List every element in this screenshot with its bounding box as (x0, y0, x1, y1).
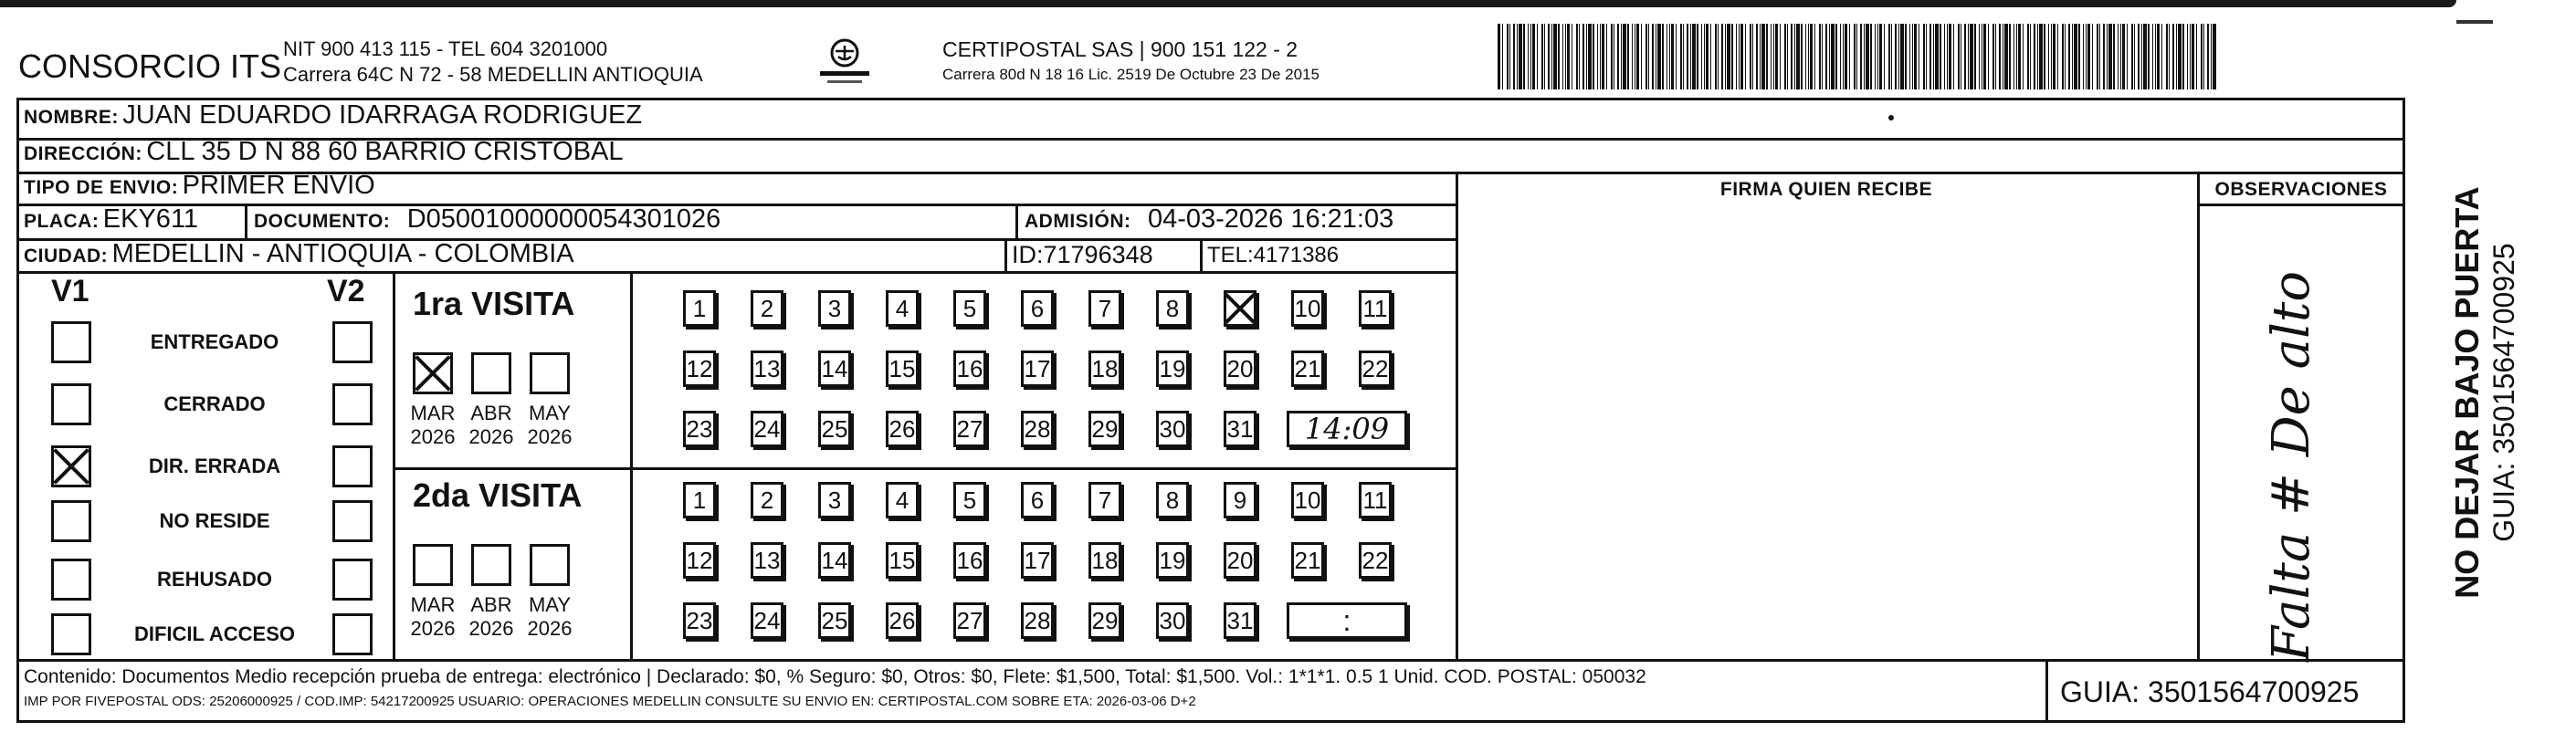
first-visit-title: 1ra VISITA (413, 285, 575, 322)
day-box[interactable]: 7 (1088, 482, 1121, 518)
month-checkbox[interactable] (471, 544, 511, 586)
day-box[interactable]: 19 (1156, 350, 1189, 387)
day-box[interactable]: 15 (886, 542, 919, 579)
v2-checkbox[interactable] (332, 321, 373, 363)
v1-label: V1 (51, 274, 89, 308)
top-border (0, 0, 2456, 7)
day-box[interactable]: 6 (1021, 482, 1054, 518)
day-box[interactable]: 16 (953, 542, 986, 579)
month-checkbox[interactable] (471, 352, 511, 394)
day-box[interactable]: 16 (953, 350, 986, 387)
status-label: NO RESIDE (159, 509, 270, 532)
day-box[interactable]: 13 (751, 350, 783, 387)
day-box[interactable]: 17 (1021, 350, 1054, 387)
tel-value: TEL:4171386 (1207, 243, 1340, 267)
day-box[interactable]: 1 (683, 482, 716, 518)
day-box[interactable]: 25 (818, 411, 851, 447)
nombre-row (24, 100, 642, 131)
day-box[interactable]: 14 (818, 542, 851, 579)
placa-value: EKY611 (102, 204, 199, 234)
day-box[interactable]: 20 (1224, 350, 1256, 387)
day-box[interactable] (1224, 290, 1256, 327)
placa-label: PLACA: (24, 211, 100, 232)
month-label: ABR 2026 (468, 593, 514, 640)
day-box[interactable]: 15 (886, 350, 919, 387)
col-line (1456, 172, 1458, 659)
day-box[interactable]: 7 (1088, 290, 1121, 327)
certipostal-address: Carrera 80d N 18 16 Lic. 2519 De Octubre 23 De 2015 (942, 66, 1320, 83)
company-address: Carrera 64C N 72 - 58 MEDELLIN ANTIOQUIA (283, 63, 703, 86)
day-box[interactable]: 29 (1088, 411, 1121, 447)
day-box[interactable]: 22 (1359, 542, 1392, 579)
day-box[interactable]: 5 (953, 482, 986, 518)
day-box[interactable]: 29 (1088, 602, 1121, 639)
ciudad-cell (24, 239, 574, 269)
time-box[interactable]: : (1287, 602, 1407, 639)
documento-label: DOCUMENTO: (254, 211, 391, 232)
day-box[interactable]: 4 (886, 290, 919, 327)
corner-mark (2456, 20, 2493, 24)
company-nit: NIT 900 413 115 - TEL 604 3201000 (283, 37, 608, 60)
day-box[interactable]: 24 (751, 602, 783, 639)
day-box[interactable]: 31 (1224, 411, 1256, 447)
col-line (2045, 659, 2048, 723)
direccion-row (24, 137, 624, 167)
row-line (16, 271, 1457, 274)
month-checkbox[interactable] (413, 544, 453, 586)
status-label: DIR. ERRADA (148, 455, 281, 477)
col-line (245, 204, 247, 238)
col-line (393, 272, 395, 659)
col-line (1004, 239, 1007, 271)
status-label: ENTREGADO (150, 330, 279, 353)
v2-checkbox[interactable] (332, 383, 373, 425)
status-label: CERRADO (163, 392, 266, 415)
time-box[interactable]: 14:09 (1287, 411, 1407, 447)
ciudad-value: MEDELLIN - ANTIOQUIA - COLOMBIA (111, 239, 574, 268)
day-box[interactable]: 30 (1156, 602, 1189, 639)
company-name: CONSORCIO ITS (18, 47, 282, 85)
day-box[interactable]: 26 (886, 411, 919, 447)
day-box[interactable]: 10 (1291, 482, 1324, 518)
day-box[interactable]: 20 (1224, 542, 1256, 579)
tipo-value: PRIMER ENVIO (182, 171, 375, 200)
day-box[interactable]: 21 (1291, 350, 1324, 387)
day-box[interactable]: 8 (1156, 482, 1189, 518)
status-label: REHUSADO (157, 568, 272, 591)
side-labels (2413, 100, 2522, 721)
admision-value: 04-03-2026 16:21:03 (1147, 204, 1394, 234)
certipostal-name: CERTIPOSTAL SAS | 900 151 122 - 2 (942, 37, 1299, 61)
side-guia: GUIA: 3501564700925 (2487, 243, 2520, 542)
v1-checkbox[interactable] (51, 559, 91, 601)
observation-handwriting: Falta # De alto (2262, 270, 2321, 662)
day-box[interactable]: 2 (751, 482, 783, 518)
month-label: MAY 2026 (527, 593, 573, 640)
nombre-label: NOMBRE: (24, 107, 119, 128)
day-box[interactable]: 14 (818, 350, 851, 387)
v2-checkbox[interactable] (332, 500, 373, 542)
v1-checkbox[interactable] (51, 321, 91, 363)
v2-checkbox[interactable] (332, 613, 373, 655)
v1-checkbox[interactable] (51, 445, 91, 487)
day-box[interactable]: 30 (1156, 411, 1189, 447)
day-box[interactable]: 18 (1088, 350, 1121, 387)
day-box[interactable]: 27 (953, 602, 986, 639)
day-box[interactable]: 23 (683, 411, 716, 447)
col-line (2197, 172, 2200, 659)
documento-value: D05001000000054301026 (406, 204, 721, 234)
month-checkbox[interactable] (530, 544, 570, 586)
day-box[interactable]: 8 (1156, 290, 1189, 327)
month-label: MAR 2026 (410, 593, 456, 640)
row-line (393, 467, 1456, 470)
day-box[interactable]: 22 (1359, 350, 1392, 387)
footer-contenido: Contenido: Documentos Medio recepción prueba de entrega: electrónico | Declarado: $0, % Seguro: $0, Otros: $0, Flete: $1,500, Total: $1,500. Vol.: 1*1*1. 0.5 1 Unid. COD. POSTAL: 050032 (24, 666, 1646, 687)
admision-cell (1025, 204, 1393, 235)
direccion-label: DIRECCIÓN: (24, 143, 142, 164)
row-line (2197, 204, 2405, 206)
day-box[interactable]: 26 (886, 602, 919, 639)
day-box[interactable]: 13 (751, 542, 783, 579)
day-box[interactable]: 9 (1224, 482, 1256, 518)
day-box[interactable]: 31 (1224, 602, 1256, 639)
day-box[interactable]: 12 (683, 542, 716, 579)
firma-header: FIRMA QUIEN RECIBE (1719, 179, 1933, 200)
side-warning: NO DEJAR BAJO PUERTA (2448, 186, 2486, 599)
nombre-value: JUAN EDUARDO IDARRAGA RODRIGUEZ (122, 100, 643, 130)
month-label: MAY 2026 (527, 402, 573, 448)
day-box[interactable]: 6 (1021, 290, 1054, 327)
day-box[interactable]: 3 (818, 290, 851, 327)
col-line (630, 272, 633, 659)
day-box[interactable]: 4 (886, 482, 919, 518)
day-box[interactable]: 10 (1291, 290, 1324, 327)
day-box[interactable]: 23 (683, 602, 716, 639)
month-checkbox[interactable] (413, 352, 453, 394)
v1-checkbox[interactable] (51, 383, 91, 425)
day-box[interactable]: 17 (1021, 542, 1054, 579)
direccion-value: CLL 35 D N 88 60 BARRIO CRISTOBAL (146, 137, 624, 166)
col-line (1015, 204, 1018, 238)
footer-imp: IMP POR FIVEPOSTAL ODS: 25206000925 / COD.IMP: 54217200925 USUARIO: OPERACIONES MEDELLIN CONSULTE SU ENVIO EN: CERTIPOSTAL.COM SOBRE ETA: 2026-03-06 D+2 (24, 694, 1196, 709)
day-box[interactable]: 28 (1021, 602, 1054, 639)
day-box[interactable]: 27 (953, 411, 986, 447)
v1-checkbox[interactable] (51, 613, 91, 655)
day-box[interactable]: 11 (1359, 482, 1392, 518)
month-label: MAR 2026 (410, 402, 456, 448)
v1-checkbox[interactable] (51, 500, 91, 542)
month-label: ABR 2026 (468, 402, 514, 448)
barcode (1498, 24, 2219, 89)
documento-cell (254, 204, 720, 235)
day-box[interactable]: 2 (751, 290, 783, 327)
month-checkbox[interactable] (530, 352, 570, 394)
v2-label: V2 (327, 274, 365, 308)
admision-label: ADMISIÓN: (1025, 211, 1131, 232)
day-box[interactable]: 11 (1359, 290, 1392, 327)
day-box[interactable]: 5 (953, 290, 986, 327)
day-box[interactable]: 19 (1156, 542, 1189, 579)
ciudad-label: CIUDAD: (24, 246, 109, 267)
day-box[interactable]: 12 (683, 350, 716, 387)
tipo-label: TIPO DE ENVIO: (24, 177, 179, 198)
day-box[interactable]: 25 (818, 602, 851, 639)
day-box[interactable]: 24 (751, 411, 783, 447)
status-label: DIFICIL ACCESO (133, 622, 295, 645)
day-box[interactable]: 1 (683, 290, 716, 327)
v2-checkbox[interactable] (332, 559, 373, 601)
tipo-row (24, 171, 375, 201)
day-box[interactable]: 21 (1291, 542, 1324, 579)
day-box[interactable]: 28 (1021, 411, 1054, 447)
id-value: ID:71796348 (1012, 241, 1153, 268)
v2-checkbox[interactable] (332, 445, 373, 487)
day-box[interactable]: 3 (818, 482, 851, 518)
observaciones-header: OBSERVACIONES (2214, 179, 2388, 200)
certipostal-logo (813, 35, 877, 88)
placa-cell (24, 204, 198, 235)
footer-guia: GUIA: 3501564700925 (2060, 675, 2360, 708)
second-visit-title: 2da VISITA (413, 476, 583, 514)
day-box[interactable]: 18 (1088, 542, 1121, 579)
ink-dot (1888, 115, 1894, 120)
col-line (1200, 239, 1203, 271)
